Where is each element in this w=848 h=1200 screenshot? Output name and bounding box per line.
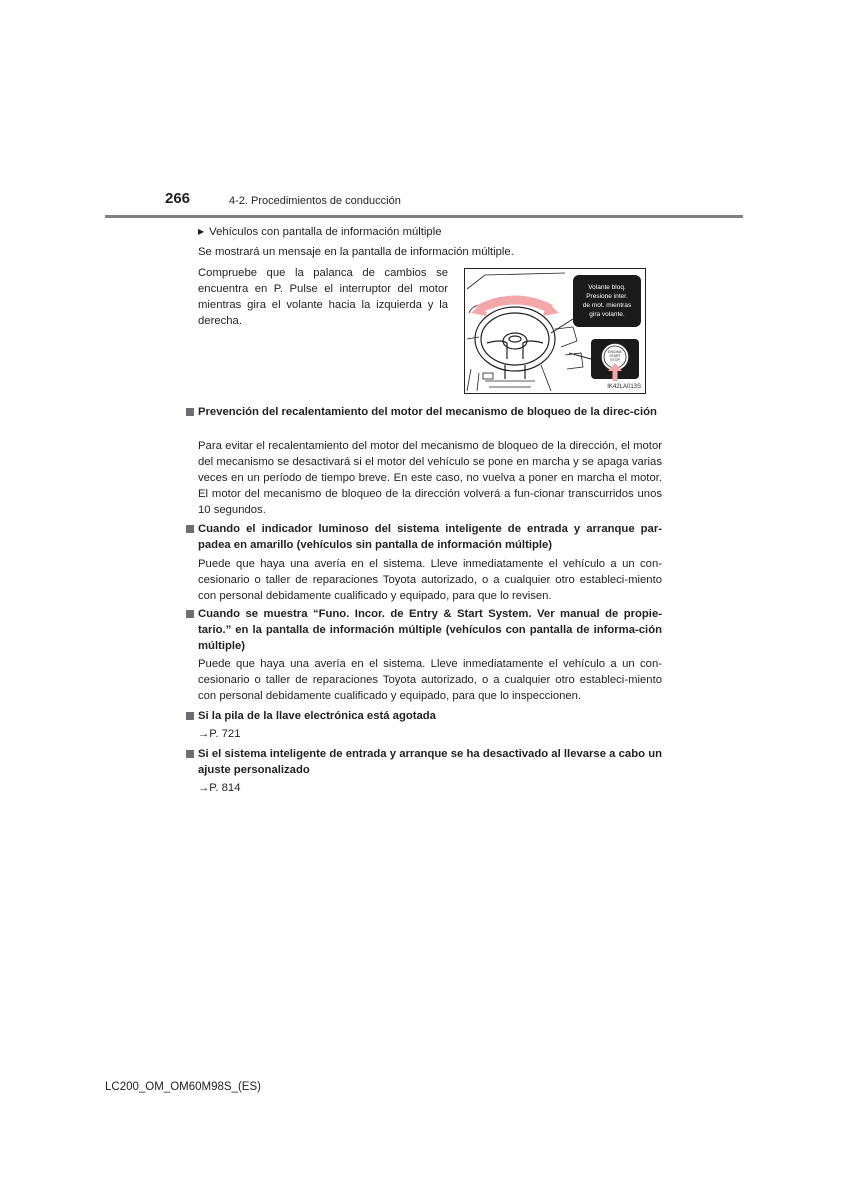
- display-line-4: gira volante.: [589, 311, 625, 318]
- button-line-3: STOP: [610, 358, 620, 362]
- section-heading-text: Cuando se muestra “Funo. Incor. de Entry & Start System. Ver manual de propie-tario.” en la pantalla de información múltiple (vehículos con pantalla de informa-ción múltiple): [198, 608, 662, 652]
- section-heading-customization-disabled: [186, 746, 662, 778]
- square-bullet-icon: [186, 750, 194, 758]
- message-paragraph: Se mostrará un mensaje en la pantalla de información múltiple.: [198, 246, 514, 258]
- section-heading-steering-lock-overheat: [186, 404, 662, 420]
- square-bullet-icon: [186, 408, 194, 416]
- section-heading-text: Si la pila de la llave electrónica está agotada: [198, 710, 436, 722]
- page-reference-link[interactable]: →P. 721: [198, 728, 241, 740]
- section-heading-text: Si el sistema inteligente de entrada y arranque se ha desactivado al llevarse a cabo un ajuste personalizado: [198, 748, 662, 776]
- section-heading-indicator-flashing: [186, 521, 662, 553]
- section-heading-text: Prevención del recalentamiento del motor del mecanismo de bloqueo de la direc-ción: [198, 406, 657, 418]
- triangle-bullet-icon: ▶: [198, 227, 205, 236]
- section-body-steering-lock-overheat: Para evitar el recalentamiento del motor del mecanismo de bloqueo de la dirección, el motor del mecanismo se desactivará si el motor del vehículo se pone en marcha y se apaga varias veces en un período de tiempo breve. En este caso, no vuelva a poner en marcha el motor. El motor del mecanismo de bloqueo de la dirección volverá a fun-cionar transcurridos unos 10 segundos.: [198, 440, 662, 516]
- dashboard-illustration: [465, 269, 645, 393]
- section-heading-key-battery: [186, 708, 662, 724]
- display-line-1: Volante bloq.: [588, 284, 626, 291]
- instruction-paragraph: Compruebe que la palanca de cambios se encuentra en P. Pulse el interruptor del motor mientras gira el volante hacia la izquierda y la derecha.: [198, 267, 448, 327]
- steering-lock-figure: [464, 268, 646, 394]
- figure-code: IK42LA013S: [607, 384, 641, 390]
- button-line-1: ENGINE: [608, 350, 622, 354]
- section-body-indicator-flashing: Puede que haya una avería en el sistema. Lleve inmediatamente el vehículo a un con-cesionario o taller de reparaciones Toyota autorizado, o a cualquier otro estableci-miento con personal debidamente cualificado y equipado, para que lo revisen.: [198, 558, 662, 602]
- section-title: 4-2. Procedimientos de conducción: [229, 195, 401, 207]
- square-bullet-icon: [186, 525, 194, 533]
- rotation-arrow-icon: [479, 300, 551, 309]
- square-bullet-icon: [186, 610, 194, 618]
- header-rule: [105, 215, 743, 218]
- button-line-2: START: [609, 354, 621, 358]
- section-body-malfunction-message: Puede que haya una avería en el sistema. Lleve inmediatamente el vehículo a un con-cesionario o taller de reparaciones Toyota autorizado, o a cualquier otro estableci-miento con personal debidamente cualificado y equipado, para que lo inspeccionen.: [198, 658, 662, 702]
- document-code: LC200_OM_OM60M98S_(ES): [105, 1081, 261, 1093]
- display-line-3: de mot. mientras: [582, 302, 632, 309]
- page-reference-link[interactable]: →P. 814: [198, 782, 241, 794]
- section-heading-malfunction-message: [186, 606, 662, 654]
- subheading-text: Vehículos con pantalla de información múltiple: [209, 226, 442, 238]
- page-number: 266: [165, 190, 191, 207]
- square-bullet-icon: [186, 712, 194, 720]
- display-callout: [573, 275, 641, 327]
- subheading: [198, 224, 658, 241]
- display-line-2: Presione inter.: [586, 293, 628, 300]
- section-heading-text: Cuando el indicador luminoso del sistema inteligente de entrada y arranque par-padea en amarillo (vehículos sin pantalla de información múltiple): [198, 523, 662, 551]
